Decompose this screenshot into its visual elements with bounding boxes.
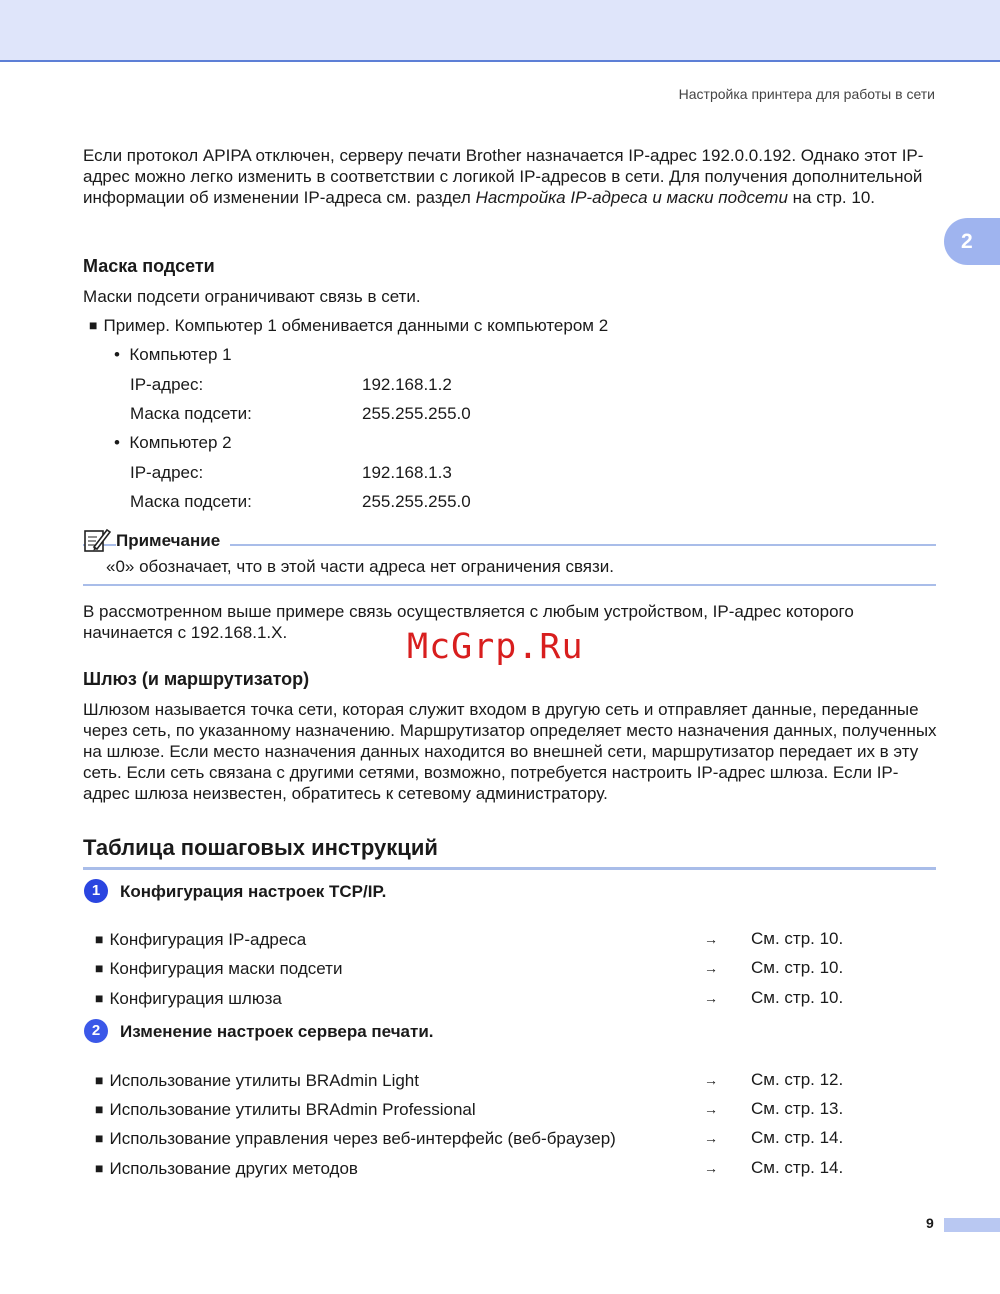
step-1-item-1: ■ Конфигурация IP-адреса: [95, 929, 306, 951]
computer-2-name: • Компьютер 2: [114, 433, 232, 452]
gateway-heading: Шлюз (и маршрутизатор): [83, 669, 310, 689]
step-2-item-1: ■ Использование утилиты BRAdmin Light: [95, 1070, 419, 1092]
arrow-icon: →: [704, 960, 718, 976]
page-ref-link[interactable]: См. стр. 10.: [751, 958, 844, 977]
step-2-item-4: ■ Использование других методов: [95, 1158, 358, 1180]
steps-heading: Таблица пошаговых инструкций: [83, 835, 936, 870]
page-ref-link[interactable]: См. стр. 10.: [751, 988, 844, 1007]
computer-1-mask: 255.255.255.0: [362, 404, 471, 423]
subnet-heading: Маска подсети: [83, 256, 215, 276]
top-band: [0, 0, 1000, 62]
subnet-desc: Маски подсети ограничивают связь в сети.: [83, 287, 421, 306]
step-2-item-2: ■ Использование утилиты BRAdmin Professional: [95, 1099, 476, 1121]
arrow-icon: →: [704, 990, 718, 1006]
note-header: [83, 527, 936, 555]
step-2-number: 2: [84, 1019, 108, 1043]
computer-2-ip: 192.168.1.3: [362, 463, 452, 482]
computer-1-ip: 192.168.1.2: [362, 375, 452, 394]
note-pencil-icon: [83, 527, 111, 553]
arrow-icon: →: [704, 1160, 718, 1176]
arrow-icon: →: [704, 931, 718, 947]
page-number-bar: [944, 1218, 1000, 1232]
arrow-icon: →: [704, 1130, 718, 1146]
computer-2-mask-label: Маска подсети:: [130, 492, 252, 511]
computer-1-ip-label: IP-адрес:: [130, 375, 204, 394]
intro-text: Если протокол APIPA отключен, серверу печати Brother назначается IP-адрес 192.0.0.192. Однако этот IP-адрес можно легко изменить в соответствии с логикой IP-адресов в сети. Для получения дополнительной информации об изменении IP-адреса см. раздел: [83, 146, 924, 207]
intro-tail: на стр. 10.: [787, 188, 876, 207]
step-1-item-3: ■ Конфигурация шлюза: [95, 988, 282, 1010]
computer-2-ip-label: IP-адрес:: [130, 463, 204, 482]
note-text: «0» обозначает, что в этой части адреса нет ограничения связи.: [106, 557, 615, 576]
step-1-number: 1: [84, 879, 108, 903]
intro-paragraph: [83, 145, 938, 208]
gateway-paragraph: Шлюзом называется точка сети, которая служит входом в другую сеть и отправляет данные, переданные через сеть, по указанному назначению. Маршрутизатор определяет место назначения данных, полученных на шлюзе. Если место назначения данных находится во внешней сети, маршрутизатор передает их в эту сеть. Если сеть связана с другими сетями, возможно, потребуется настроить IP-адрес шлюза. Если IP-адрес шлюза неизвестен, обратитесь к сетевому администратору.: [83, 700, 937, 803]
page-ref-link[interactable]: См. стр. 14.: [751, 1128, 844, 1147]
step-2-item-3: ■ Использование управления через веб-интерфейс (веб-браузер): [95, 1128, 616, 1150]
subnet-example: ■ Пример. Компьютер 1 обменивается данными с компьютером 2: [89, 315, 608, 337]
after-note-paragraph: В рассмотренном выше примере связь осуществляется с любым устройством, IP-адрес которого начинается с 192.168.1.X.: [83, 602, 854, 642]
page-ref-link[interactable]: См. стр. 14.: [751, 1158, 844, 1177]
chapter-tab: 2: [944, 218, 1000, 265]
intro-link[interactable]: Настройка IP-адреса и маски подсети: [475, 188, 788, 207]
computer-1-mask-label: Маска подсети:: [130, 404, 252, 423]
computer-2-mask: 255.255.255.0: [362, 492, 471, 511]
arrow-icon: →: [704, 1072, 718, 1088]
page-number: 9: [926, 1215, 934, 1231]
page-ref-link[interactable]: См. стр. 12.: [751, 1070, 844, 1089]
step-2-title: Изменение настроек сервера печати.: [120, 1022, 434, 1041]
step-1-title: Конфигурация настроек TCP/IP.: [120, 882, 387, 901]
note-title: Примечание: [116, 531, 230, 551]
arrow-icon: →: [704, 1101, 718, 1117]
step-1-item-2: ■ Конфигурация маски подсети: [95, 958, 342, 980]
watermark: McGrp.Ru: [407, 627, 584, 667]
page-ref-link[interactable]: См. стр. 13.: [751, 1099, 844, 1118]
note-rule-bottom: [83, 584, 936, 586]
running-header: Настройка принтера для работы в сети: [678, 86, 935, 102]
page-ref-link[interactable]: См. стр. 10.: [751, 929, 844, 948]
computer-1-name: • Компьютер 1: [114, 345, 232, 364]
